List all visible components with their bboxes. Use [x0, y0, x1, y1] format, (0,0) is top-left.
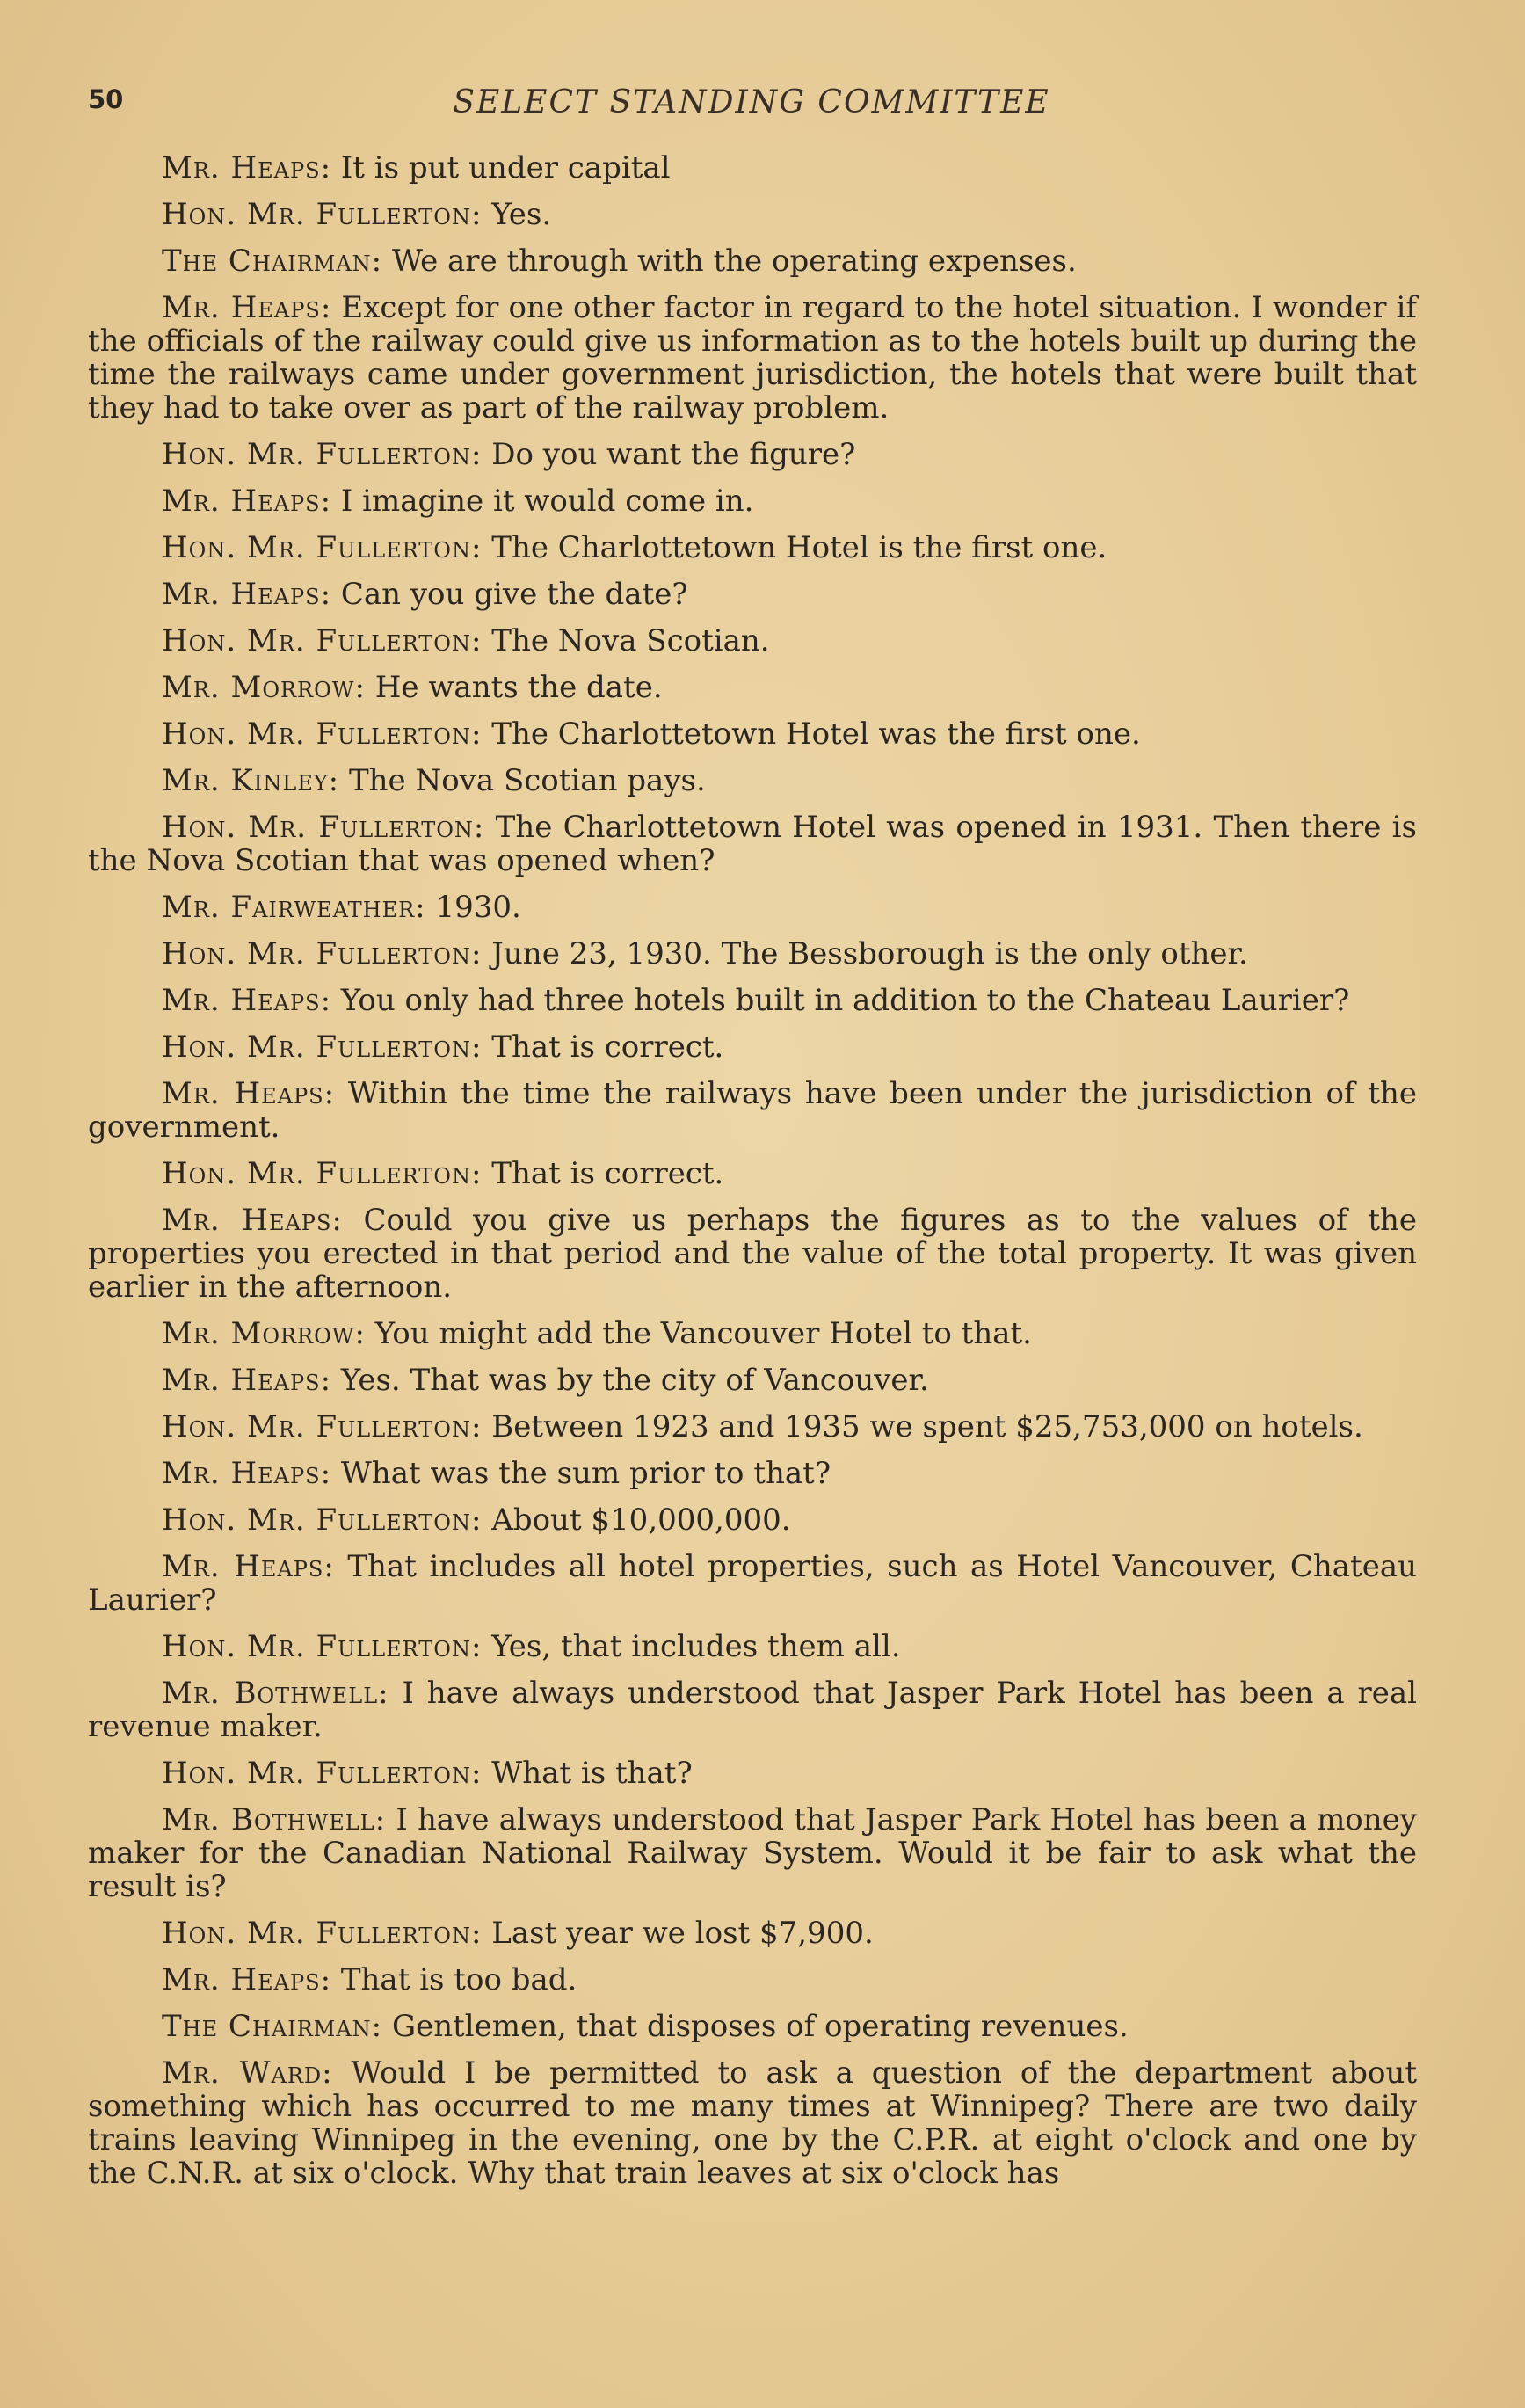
transcript-paragraph [88, 531, 1417, 564]
speaker-name: The Chairman: [162, 2009, 383, 2044]
speech-text: Gentlemen, that disposes of operating revenues. [391, 2009, 1129, 2044]
speech-text: Except for one other factor in regard to the hotel situation. I wonder if the officials of the railway could give us information as to the hotels built up during the time the railways came under government jurisdiction, the hotels that were built that they had to take over as part of the railway problem. [88, 290, 1418, 426]
transcript-paragraph [88, 1317, 1417, 1350]
transcript-paragraph [88, 1457, 1417, 1490]
transcript-paragraph [88, 1963, 1417, 1997]
speaker-name: Hon. Mr. Fullerton: [162, 1156, 483, 1191]
speaker-name: Mr. Ward: [162, 2055, 333, 2091]
transcript-paragraph [88, 811, 1417, 877]
speech-text: The Charlottetown Hotel is the first one. [491, 530, 1107, 565]
speaker-name: Mr. Heaps: [162, 1962, 332, 1997]
transcript-paragraph [88, 764, 1417, 797]
transcript-paragraph [88, 717, 1417, 751]
speech-text: What was the sum prior to that? [340, 1456, 831, 1491]
speaker-name: Hon. Mr. Fullerton: [162, 1409, 483, 1444]
speech-text: That includes all hotel properties, such as Hotel Vancouver, Chateau Laurier? [88, 1549, 1417, 1618]
speaker-name: Mr. Fairweather: [162, 890, 426, 925]
speaker-name: Hon. Mr. Fullerton: [162, 1502, 483, 1538]
speaker-name: Mr. Bothwell: [162, 1802, 387, 1837]
speaker-name: Mr. Heaps: [162, 1363, 332, 1398]
speaker-name: Hon. Mr. Fullerton: [162, 530, 483, 565]
speech-text: Between 1923 and 1935 we spent $25,753,000 on hotels. [491, 1409, 1363, 1444]
transcript-paragraph [88, 891, 1417, 924]
transcript-paragraph [88, 2056, 1417, 2190]
speech-text: You only had three hotels built in addition to the Chateau Laurier? [340, 983, 1350, 1018]
transcript-paragraph [88, 1757, 1417, 1790]
speaker-name: Mr. Heaps: [162, 290, 332, 325]
speech-text: Within the time the railways have been under the jurisdiction of the government. [88, 1076, 1417, 1145]
speaker-name: Mr. Heaps: [162, 1203, 343, 1238]
speech-text: Yes, that includes them all. [491, 1629, 901, 1664]
speaker-name: Mr. Heaps: [162, 150, 332, 186]
speaker-name: Hon. Mr. Fullerton: [162, 1916, 483, 1951]
speech-text: Yes. That was by the city of Vancouver. [340, 1363, 929, 1398]
transcript-paragraph [88, 671, 1417, 704]
speech-text: We are through with the operating expenses. [391, 244, 1077, 279]
speaker-name: Hon. Mr. Fullerton: [162, 1756, 483, 1791]
transcript-paragraph [88, 151, 1417, 185]
transcript-paragraph [88, 2010, 1417, 2043]
page-number: 50 [88, 84, 124, 114]
transcript-paragraph [88, 484, 1417, 518]
transcript-paragraph [88, 1503, 1417, 1537]
speech-text: About $10,000,000. [491, 1502, 791, 1538]
transcript-paragraph [88, 291, 1417, 425]
speech-text: It is put under capital [340, 150, 671, 186]
speaker-name: Hon. Mr. Fullerton: [162, 1629, 483, 1664]
speaker-name: Mr. Heaps: [162, 1076, 336, 1111]
transcript-paragraph [88, 1550, 1417, 1617]
speech-text: Yes. [491, 197, 552, 232]
transcript-paragraph [88, 1630, 1417, 1663]
transcript-paragraph [88, 244, 1417, 278]
transcript-paragraph [88, 1157, 1417, 1190]
transcript-paragraph [88, 1364, 1417, 1397]
speech-text: That is correct. [491, 1156, 724, 1191]
transcript-paragraph [88, 984, 1417, 1017]
transcript-paragraph [88, 1077, 1417, 1144]
speech-text: I imagine it would come in. [340, 484, 754, 519]
transcript-paragraph [88, 578, 1417, 611]
transcript-paragraph [88, 1677, 1417, 1743]
speaker-name: Hon. Mr. Fullerton: [162, 623, 483, 658]
transcript-paragraph [88, 438, 1417, 471]
transcript-paragraph [88, 1204, 1417, 1304]
speaker-name: Mr. Heaps: [162, 1549, 335, 1584]
speaker-name: The Chairman: [162, 244, 383, 279]
speech-text: The Nova Scotian pays. [348, 763, 706, 798]
speech-text: Would I be permitted to ask a question of the department about something which has occurred to me many times at Winnipeg? There are two daily trains leaving Winnipeg in the evening, one by the C.P.R. at eight o'clock and one by the C.N.R. at six o'clock. Why that train leaves at six o'clock has [88, 2055, 1418, 2191]
speaker-name: Hon. Mr. Fullerton: [162, 1029, 483, 1065]
speech-text: That is too bad. [340, 1962, 577, 1997]
speech-text: Last year we lost $7,900. [491, 1916, 874, 1951]
speaker-name: Mr. Heaps: [162, 1456, 332, 1491]
transcript-paragraph [88, 198, 1417, 231]
speaker-name: Mr. Heaps: [162, 577, 332, 612]
speech-text: That is correct. [491, 1029, 724, 1065]
speech-text: He wants the date. [374, 670, 663, 705]
speaker-name: Hon. Mr. Fullerton: [162, 437, 483, 472]
transcript-paragraph [88, 624, 1417, 658]
speech-text: Do you want the figure? [491, 437, 856, 472]
speaker-name: Hon. Mr. Fullerton: [162, 197, 483, 232]
speaker-name: Mr. Heaps: [162, 983, 332, 1018]
speech-text: 1930. [435, 890, 521, 925]
transcript-paragraph [88, 937, 1417, 971]
speaker-name: Mr. Morrow: [162, 670, 366, 705]
speech-text: What is that? [491, 1756, 693, 1791]
transcript-paragraph [88, 1410, 1417, 1444]
speaker-name: Mr. Morrow: [162, 1316, 366, 1351]
speaker-name: Mr. Bothwell: [162, 1676, 389, 1711]
transcript-paragraph [88, 1803, 1417, 1903]
transcript-body [88, 151, 1417, 2203]
speech-text: The Charlottetown Hotel was opened in 1931. Then there is the Nova Scotian that was opened when? [88, 810, 1417, 878]
speech-text: The Charlottetown Hotel was the first one. [491, 717, 1141, 752]
speech-text: Can you give the date? [340, 577, 688, 612]
speech-text: June 23, 1930. The Bessborough is the only other. [491, 936, 1248, 971]
speech-text: The Nova Scotian. [491, 623, 770, 658]
speaker-name: Mr. Heaps: [162, 484, 332, 519]
speaker-name: Hon. Mr. Fullerton: [162, 936, 483, 971]
transcript-paragraph [88, 1030, 1417, 1064]
speech-text: I have always understood that Jasper Park Hotel has been a real revenue maker. [88, 1676, 1418, 1744]
speaker-name: Hon. Mr. Fullerton: [162, 717, 483, 752]
speaker-name: Hon. Mr. Fullerton: [162, 810, 485, 845]
speaker-name: Mr. Kinley: [162, 763, 340, 798]
speech-text: Could you give us perhaps the figures as to the values of the properties you erected in that period and the value of the total property. It was given earlier in the afternoon. [88, 1203, 1418, 1305]
speech-text: You might add the Vancouver Hotel to that. [374, 1316, 1032, 1351]
transcript-paragraph [88, 1917, 1417, 1950]
speech-text: I have always understood that Jasper Park Hotel has been a money maker for the Canadian National Railway System. Would it be fair to ask what the result is? [88, 1802, 1417, 1904]
page-header [88, 84, 1415, 123]
running-title: SELECT STANDING COMMITTEE [453, 84, 1050, 120]
